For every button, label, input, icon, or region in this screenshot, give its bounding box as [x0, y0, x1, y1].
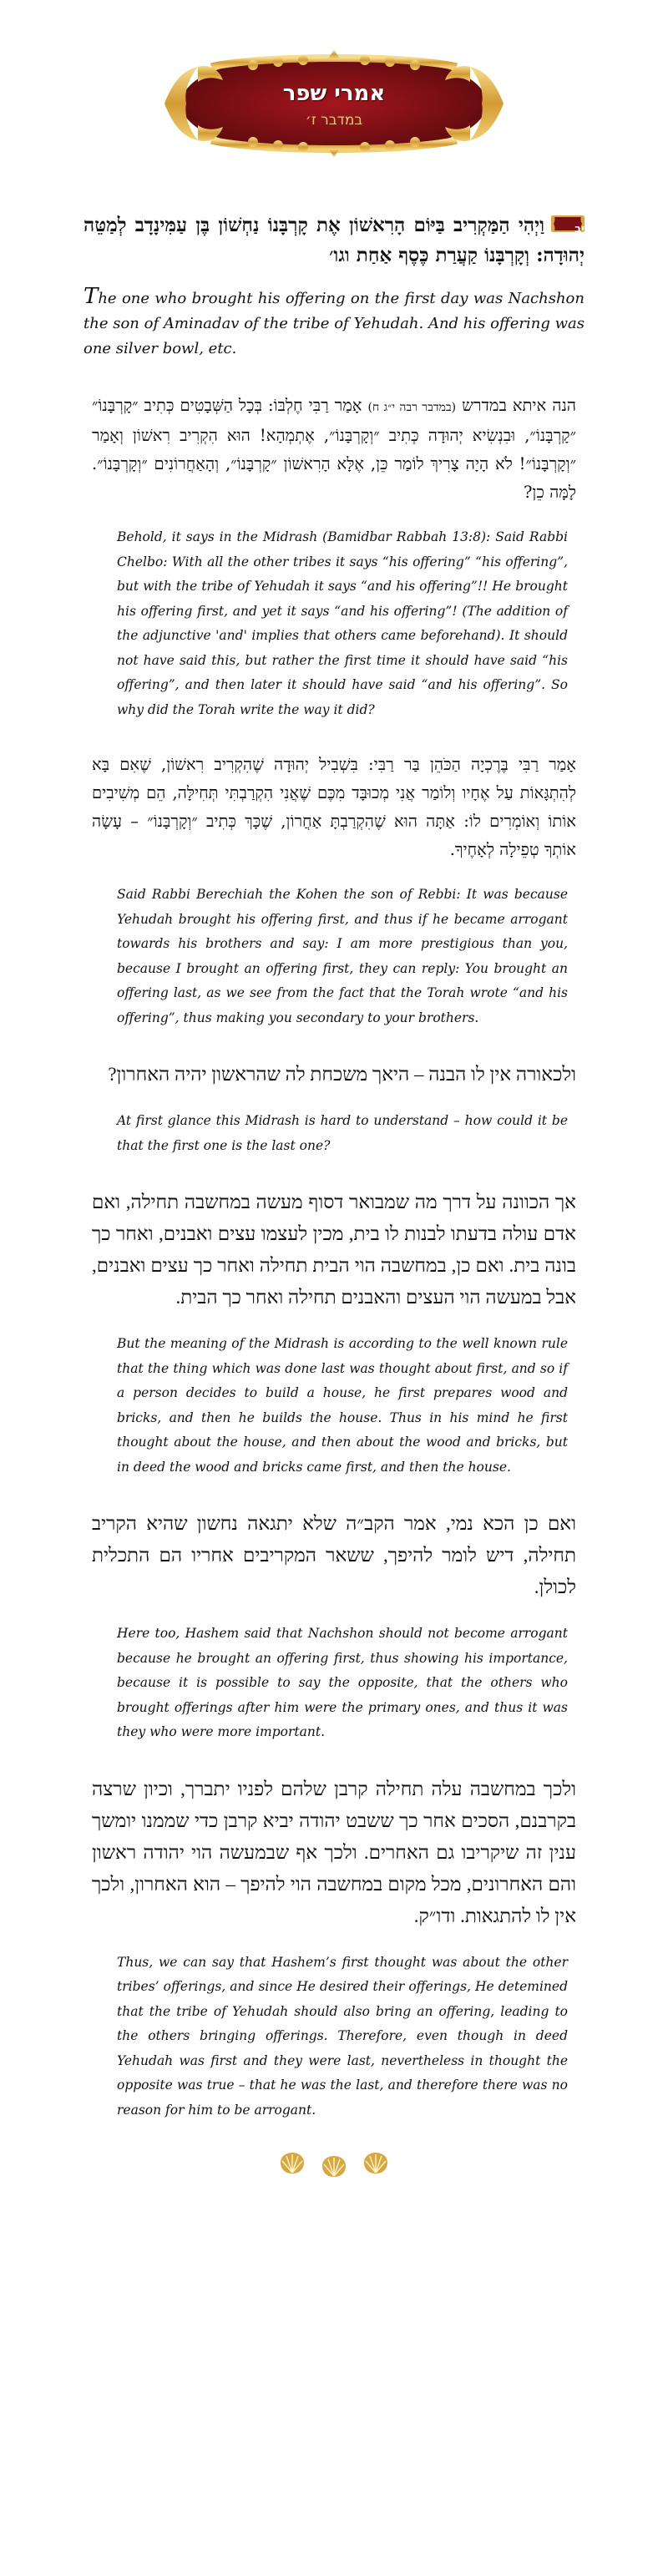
shell-icon [280, 2151, 305, 2174]
english-translation: But the meaning of the Midrash is according to the well known rule that the thing which was done last was thought about first, and so if a person decides to build a house, he first prepares wood and bricks, and then he builds the house. Thus in his mind he first thought about the house, and then about the wood and bricks, but in deed the wood and bricks came first, and then the house. [117, 1336, 568, 1475]
hebrew-paragraph: ולכך במחשבה עלה תחילה קרבן שלהם לפניו יתברך, וכיון שרצה בקרבנם, הסכים אחר כך ששבט יהודה יביא קרבן כדי שממנו יומשך ענין זה שיקריבו גם האחרים. ולכך אף שבמעשה הוי יהודה ראשון והם האחרונים, מכל מקום במחשבה הוי להיפך – הוא האחרון, ולכך אין לו להתגאות. ודו״ק. [92, 1778, 576, 1926]
hebrew-paragraph: ולכאורה אין לו הבנה – היאך משכחת לה שהראשון יהיה האחרון? [108, 1064, 576, 1085]
header-banner [84, 48, 584, 159]
article-page [84, 0, 584, 2178]
english-translation: Thus, we can say that Hashem’s first thought was about the other tribes’ offerings, and since He desired their offerings, He detemined that the tribe of Yehudah should also bring an offering, leading to the others bringing offerings. Therefore, even though in deed Yehudah was first and they were last, nevertheless in thought the opposite was true – that he was the last, and therefore there was no reason for him to be arrogant. [117, 1954, 568, 2118]
english-translation: Said Rabbi Berechiah the Kohen the son of Rebbi: It was because Yehudah brought his offering first, and thus if he became arrogant towards his brothers and say: I am more prestigious than you, because I brought an offering first, they can reply: You brought an offering last, as we see from the fact that the Torah wrote “and his offering”, thus making you secondary to your brothers. [117, 887, 568, 1025]
english-translation: Here too, Hashem said that Nachshon should not become arrogant because he brought an offering first, thus showing his importance, because it is possible to say the opposite, that the others who brought offerings after him were the primary ones, and thus it was they who were more important. [117, 1626, 568, 1739]
drop-cap: T [84, 284, 99, 309]
verse-translation: The one who brought his offering on the first day was Nachshon the son of Aminadav of the tribe of Yehudah. And his offering was one silver bowl, etc. [84, 284, 584, 357]
shell-icon [321, 2154, 347, 2178]
scroll-banner [161, 48, 507, 159]
verse-text: וַיְהִי הַמַּקְרִיב בַּיּוֹם הָרִאשׁוֹן אֶת קָרְבָּנוֹ נַחְשׁוֹן בֶּן עַמִּינָדָב לְמַטֵּה יְהוּדָה: וְקָרְבָּנוֹ קַעֲרַת כֶּסֶף אַחַת וגו׳ [84, 214, 584, 266]
hebrew-paragraph: ואם כן הכא נמי, אמר הקב״ה שלא יתגאה נחשון שהיא הקריב תחילה, דיש לומר להיפך, ששאר המקריבים אחריו הם התכלית לכולן. [92, 1513, 576, 1597]
verse-number-badge [551, 213, 584, 233]
banner-title: אמרי שפר [282, 81, 386, 106]
english-translation: At first glance this Midrash is hard to understand – how could it be that the first one is the last one? [117, 1113, 568, 1153]
verse-number: יב [574, 223, 584, 235]
verse-hebrew [84, 210, 584, 271]
english-translation: Behold, it says in the Midrash (Bamidbar Rabbah 13:8): Said Rabbi Chelbo: With all the other tribes it says “his offering” “his offering”, but with the tribe of Yehudah it says “and his offering”!! He brought his offering first, and yet it says “and his offering”! (The addition of the adjunctive 'and' implies that others came beforehand). It should not have said this, but rather the first time it should have said “his offering”, and then later it should have said “and his offering”. So why did the Torah write the way it did? [117, 529, 568, 717]
footer-ornament [84, 2151, 584, 2178]
banner-subtitle: במדבר ז׳ [305, 112, 363, 129]
hebrew-paragraph: אך הכוונה על דרך מה שמבואר דסוף מעשה במחשבה תחילה, ואם אדם עולה בדעתו לבנות לו בית, מכין לעצמו עצים ואבנים, ואחר כך בונה בית. ואם כן, במחשבה הוי הבית תחילה ואחר כך עצים ואבנים, אבל במעשה הוי העצים והאבנים תחילה ואחר כך הבית. [92, 1192, 576, 1308]
source-citation: (במדבר רבה י״ג ח) [367, 401, 457, 414]
hebrew-paragraph: אָמַר רַבִּי בֶּרֶכְיָה הַכֹּהֵן בַּר רַבִּי: בִּשְׁבִיל יְהוּדָה שֶׁהִקְרִיב רִאשׁוֹן, שֶׁאִם בָּא לְהִתְגָּאוֹת עַל אֶחָיו וְלוֹמַר אֲנִי מְכוּבָּד מִכֶּם שֶׁאֲנִי הִקְרַבְתִּי תְּחִילָּה, הֵם מְשִׁיבִים אוֹתוֹ וְאוֹמְרִים לוֹ: אַתָּה הוּא שֶׁהִקְרַבְתָּ אַחֲרוֹן, שֶׁכָּךְ כְּתִיב ״וְקָרְבָּנוֹ״ – עָשָׂה אוֹתְךָ טְפֵילָה לְאָחֶיךָ. [92, 755, 576, 859]
shell-icon [363, 2151, 388, 2174]
hebrew-paragraph: הנה איתא במדרש (במדבר רבה י״ג ח) אָמַר רַבִּי חֶלְבּוֹ: בְּכָל הַשְּׁבָטִים כְּתִיב ״קָרְבָּנוֹ״ ״קָרְבָּנוֹ״, וּבִנְשִׂיא יְהוּדָה כְּתִיב ״וְקָרְבָּנוֹ״, אֶתְמְהָא! הוּא הִקְרִיב רִאשׁוֹן וְאָמַר ״וְקָרְבָּנוֹ״! לֹא הָיָה צָרִיךְ לוֹמַר כֵּן, אֶלָּא הָרִאשׁוֹן ״קָרְבָּנוֹ״, וְהָאַחֲרוֹנִים ״וְקָרְבָּנוֹ״. לָמָּה כֵן? [92, 396, 577, 502]
